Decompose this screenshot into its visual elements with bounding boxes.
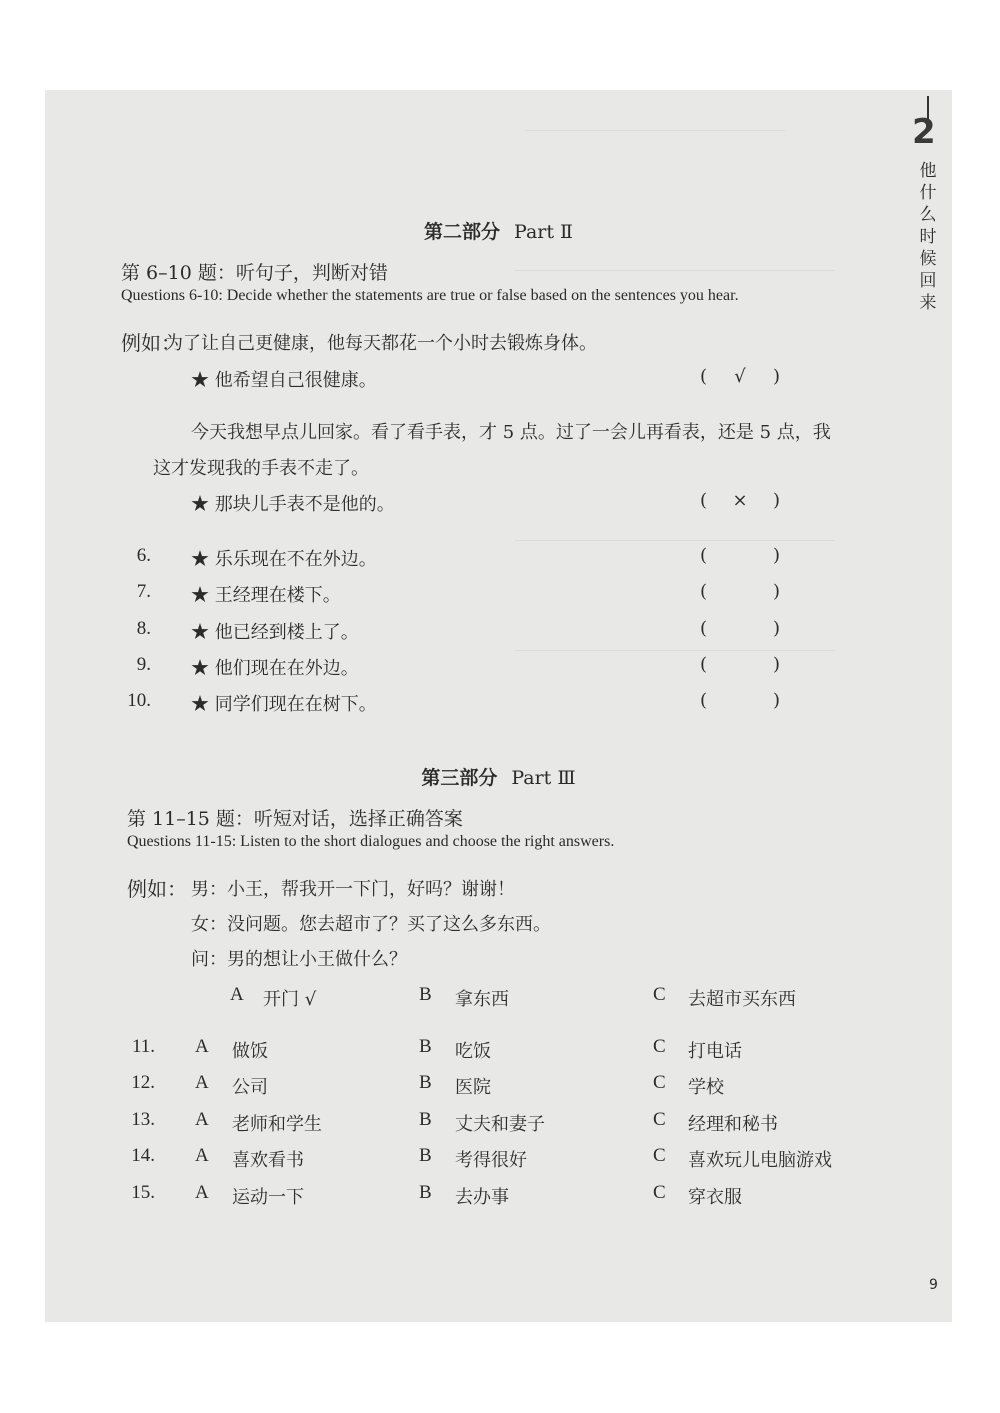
question-number: 11.: [131, 1036, 155, 1057]
paren-open: (: [700, 654, 708, 675]
option-b[interactable]: 考得很好: [455, 1150, 527, 1171]
option-letter-a: A: [230, 984, 244, 1005]
option-c[interactable]: 穿衣服: [688, 1187, 742, 1208]
bleed-through-line: [515, 650, 835, 651]
option-a[interactable]: 老师和学生: [232, 1114, 322, 1135]
question-number: 14.: [131, 1145, 155, 1166]
option-letter-a: A: [195, 1145, 209, 1166]
paren-close: ): [772, 366, 780, 387]
part2-instruction-en: Questions 6-10: Decide whether the statements are true or false based on the sentences you hear.: [121, 287, 739, 304]
paren-close: ): [772, 690, 780, 711]
paren-close: ): [772, 545, 780, 566]
answer-box[interactable]: [700, 581, 780, 602]
paren-close: ): [772, 618, 780, 639]
question-number: 6.: [136, 545, 151, 566]
answer-box[interactable]: [700, 545, 780, 566]
answer-box[interactable]: [700, 618, 780, 639]
option-c[interactable]: 喜欢玩儿电脑游戏: [688, 1150, 832, 1171]
part3-title-cn: 第三部分: [421, 767, 498, 789]
part3-example-label: 例如：: [127, 877, 187, 901]
paren-open: (: [700, 545, 708, 566]
option-b[interactable]: 去办事: [455, 1187, 509, 1208]
chapter-title: 他什么时候回来: [919, 161, 937, 313]
option-letter-c: C: [653, 1072, 666, 1093]
chapter-number: 2: [912, 112, 936, 152]
option-letter-b: B: [419, 1072, 432, 1093]
example-option-a: 开门 √: [263, 989, 317, 1010]
question-statement: ★ 同学们现在在树下。: [191, 694, 377, 715]
question-number: 7.: [136, 581, 151, 602]
option-letter-b: B: [419, 1109, 432, 1130]
option-letter-a: A: [195, 1182, 209, 1203]
cross-mark: ×: [732, 490, 748, 511]
part2-example1-answer-box: [700, 366, 780, 387]
part2-example1-sentence: 为了让自己更健康，他每天都花一个小时去锻炼身体。: [165, 333, 597, 354]
option-a[interactable]: 运动一下: [232, 1187, 304, 1208]
part2-title: [45, 217, 952, 244]
part2-example2-line1: 今天我想早点儿回家。看了看手表，才 5 点。过了一会儿再看表，还是 5 点，我: [191, 422, 831, 443]
paren-open: (: [700, 366, 708, 387]
option-letter-b: B: [419, 1145, 432, 1166]
part2-instruction-cn: 第 6–10 题：听句子，判断对错: [121, 262, 388, 284]
part3-instruction-en: Questions 11-15: Listen to the short dialogues and choose the right answers.: [127, 833, 615, 850]
option-a[interactable]: 公司: [232, 1077, 268, 1098]
option-b[interactable]: 医院: [455, 1077, 491, 1098]
part3-title-en: Part Ⅲ: [511, 767, 576, 789]
part2-example2-answer-box: [700, 490, 780, 511]
part2-example-label: 例如：: [121, 331, 181, 355]
option-b[interactable]: 丈夫和妻子: [455, 1114, 545, 1135]
option-letter-a: A: [195, 1072, 209, 1093]
question-number: 13.: [131, 1109, 155, 1130]
workbook-page: [45, 90, 952, 1322]
answer-box[interactable]: [700, 654, 780, 675]
option-letter-c: C: [653, 1182, 666, 1203]
part2-example2-statement: ★ 那块儿手表不是他的。: [191, 494, 395, 515]
question-statement: ★ 他已经到楼上了。: [191, 622, 359, 643]
paren-open: (: [700, 690, 708, 711]
question-number: 10.: [127, 690, 151, 711]
option-b[interactable]: 吃饭: [455, 1041, 491, 1062]
paren-close: ): [772, 581, 780, 602]
option-letter-a: A: [195, 1109, 209, 1130]
part2-example1-statement: ★ 他希望自己很健康。: [191, 370, 377, 391]
part2-example2-line2: 这才发现我的手表不走了。: [153, 458, 369, 479]
question-statement: ★ 他们现在在外边。: [191, 658, 359, 679]
answer-box[interactable]: [700, 690, 780, 711]
example-woman-line: 女：没问题。您去超市了？买了这么多东西。: [191, 914, 551, 935]
question-number: 9.: [136, 654, 151, 675]
paren-close: ): [772, 654, 780, 675]
bleed-through-line: [525, 130, 785, 131]
option-letter-c: C: [653, 1036, 666, 1057]
part3-title: [45, 763, 952, 790]
option-letter-c: C: [653, 984, 666, 1005]
part2-title-cn: 第二部分: [424, 221, 501, 243]
part2-title-en: Part Ⅱ: [514, 221, 573, 243]
check-mark: √: [734, 366, 746, 387]
page-number: 9: [929, 1277, 938, 1293]
question-number: 12.: [131, 1072, 155, 1093]
option-c[interactable]: 打电话: [688, 1041, 742, 1062]
bleed-through-line: [515, 270, 835, 271]
example-question-line: 问：男的想让小王做什么？: [191, 949, 407, 970]
paren-open: (: [700, 581, 708, 602]
option-letter-a: A: [195, 1036, 209, 1057]
bleed-through-line: [515, 540, 835, 541]
question-statement: ★ 乐乐现在不在外边。: [191, 549, 377, 570]
example-option-c: 去超市买东西: [688, 989, 796, 1010]
paren-open: (: [700, 618, 708, 639]
question-number: 8.: [136, 618, 151, 639]
question-statement: ★ 王经理在楼下。: [191, 585, 341, 606]
paren-close: ): [772, 490, 780, 511]
part3-instruction-cn: 第 11–15 题：听短对话，选择正确答案: [127, 808, 463, 830]
example-option-b: 拿东西: [455, 989, 509, 1010]
option-a[interactable]: 喜欢看书: [232, 1150, 304, 1171]
question-number: 15.: [131, 1182, 155, 1203]
paren-open: (: [700, 490, 708, 511]
option-letter-c: C: [653, 1145, 666, 1166]
option-letter-c: C: [653, 1109, 666, 1130]
option-letter-b: B: [419, 1036, 432, 1057]
example-man-line: 男：小王，帮我开一下门，好吗？谢谢！: [191, 879, 515, 900]
option-c[interactable]: 学校: [688, 1077, 724, 1098]
option-letter-b: B: [419, 1182, 432, 1203]
option-letter-b: B: [419, 984, 432, 1005]
option-a[interactable]: 做饭: [232, 1041, 268, 1062]
option-c[interactable]: 经理和秘书: [688, 1114, 778, 1135]
